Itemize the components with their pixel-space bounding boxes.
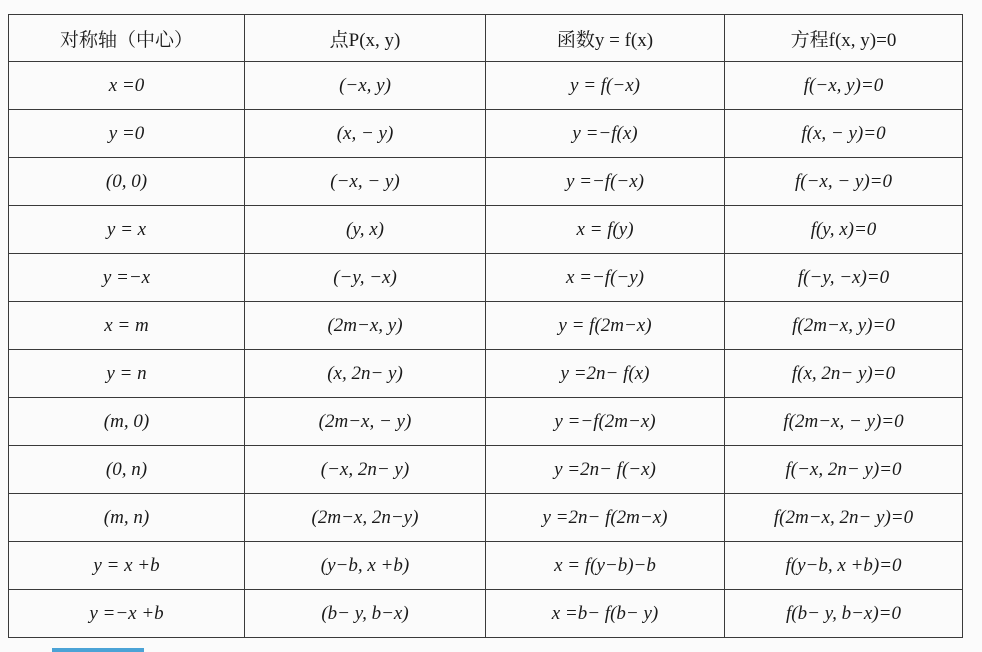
- cell-function: y =2n− f(2m−x): [486, 494, 725, 542]
- table-row: [9, 302, 963, 350]
- cell-equation: f(−x, y)=0: [725, 62, 963, 110]
- cell-equation: f(2m−x, 2n− y)=0: [725, 494, 963, 542]
- cell-equation: f(2m−x, − y)=0: [725, 398, 963, 446]
- cell-point: (x, 2n− y): [245, 350, 486, 398]
- table-row: [9, 158, 963, 206]
- cell-function: x =−f(−y): [486, 254, 725, 302]
- symmetry-table: [8, 14, 963, 638]
- cell-function: y =−f(x): [486, 110, 725, 158]
- table-row: [9, 590, 963, 638]
- cell-function: y =−f(−x): [486, 158, 725, 206]
- cell-axis: y = n: [9, 350, 245, 398]
- cell-equation: f(y−b, x +b)=0: [725, 542, 963, 590]
- header-function: 函数y = f(x): [486, 15, 725, 62]
- table-row: [9, 446, 963, 494]
- table-row: [9, 254, 963, 302]
- cell-axis: x = m: [9, 302, 245, 350]
- cell-axis: (0, n): [9, 446, 245, 494]
- cell-axis: (m, 0): [9, 398, 245, 446]
- cell-function: y =2n− f(x): [486, 350, 725, 398]
- cell-axis: y =−x +b: [9, 590, 245, 638]
- cell-function: x = f(y): [486, 206, 725, 254]
- cell-point: (2m−x, − y): [245, 398, 486, 446]
- cell-point: (−x, y): [245, 62, 486, 110]
- table-row: [9, 494, 963, 542]
- cell-point: (−y, −x): [245, 254, 486, 302]
- cell-point: (−x, 2n− y): [245, 446, 486, 494]
- cell-point: (2m−x, 2n−y): [245, 494, 486, 542]
- cell-point: (y, x): [245, 206, 486, 254]
- cell-function: y = f(−x): [486, 62, 725, 110]
- cell-equation: f(−x, − y)=0: [725, 158, 963, 206]
- cell-equation: f(−x, 2n− y)=0: [725, 446, 963, 494]
- cell-equation: f(y, x)=0: [725, 206, 963, 254]
- cell-equation: f(b− y, b−x)=0: [725, 590, 963, 638]
- header-axis-center: 对称轴（中心）: [9, 15, 245, 62]
- table-row: [9, 206, 963, 254]
- cell-equation: f(x, 2n− y)=0: [725, 350, 963, 398]
- table-header-row: [9, 15, 963, 62]
- cell-equation: f(−y, −x)=0: [725, 254, 963, 302]
- cell-function: y =−f(2m−x): [486, 398, 725, 446]
- cell-axis: y = x +b: [9, 542, 245, 590]
- cell-axis: y =0: [9, 110, 245, 158]
- cell-point: (b− y, b−x): [245, 590, 486, 638]
- table-row: [9, 398, 963, 446]
- cell-function: y = f(2m−x): [486, 302, 725, 350]
- cell-function: x = f(y−b)−b: [486, 542, 725, 590]
- header-point: 点P(x, y): [245, 15, 486, 62]
- cell-function: x =b− f(b− y): [486, 590, 725, 638]
- cell-point: (x, − y): [245, 110, 486, 158]
- cell-point: (y−b, x +b): [245, 542, 486, 590]
- bottom-accent-bar: [52, 648, 144, 652]
- cell-equation: f(x, − y)=0: [725, 110, 963, 158]
- table-row: [9, 62, 963, 110]
- cell-axis: (m, n): [9, 494, 245, 542]
- cell-axis: x =0: [9, 62, 245, 110]
- table-row: [9, 542, 963, 590]
- cell-axis: y =−x: [9, 254, 245, 302]
- cell-function: y =2n− f(−x): [486, 446, 725, 494]
- table-row: [9, 110, 963, 158]
- cell-point: (2m−x, y): [245, 302, 486, 350]
- cell-equation: f(2m−x, y)=0: [725, 302, 963, 350]
- cell-axis: y = x: [9, 206, 245, 254]
- header-equation: 方程f(x, y)=0: [725, 15, 963, 62]
- cell-point: (−x, − y): [245, 158, 486, 206]
- cell-axis: (0, 0): [9, 158, 245, 206]
- table-row: [9, 350, 963, 398]
